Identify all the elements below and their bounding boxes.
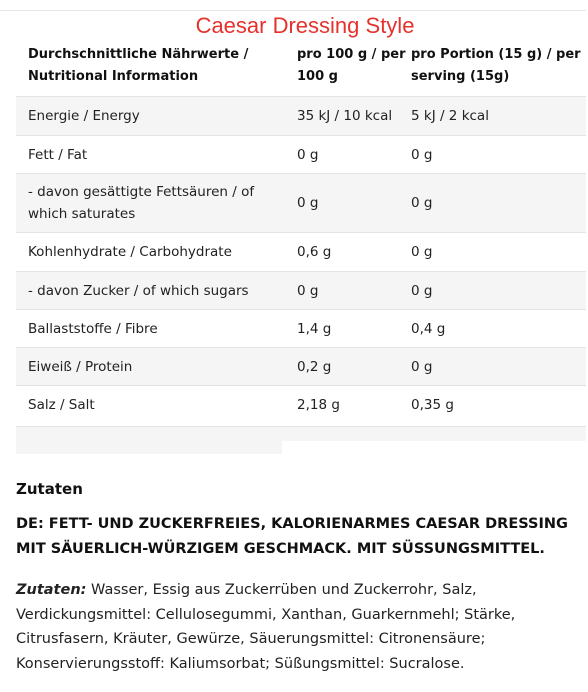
table-row — [16, 96, 586, 135]
row-label: Eiweiß / Protein — [28, 358, 133, 375]
table-empty-row-extension — [16, 440, 282, 454]
table-row — [16, 271, 586, 309]
row-per-100g: 0,6 g — [297, 244, 332, 260]
page-title: Caesar Dressing Style — [195, 13, 415, 38]
row-label: - davon Zucker / of which sugars — [28, 282, 249, 299]
row-per-100g: 35 kJ / 10 kcal — [297, 108, 393, 124]
header-per-100g: pro 100 g / per 100 g — [297, 47, 406, 84]
row-per-100g: 0 g — [297, 195, 319, 211]
table-row — [16, 385, 586, 423]
row-label: Kohlenhydrate / Carbohydrate — [28, 244, 232, 260]
header-per-portion: pro Portion (15 g) / per serving (15g) — [411, 47, 581, 84]
row-per-portion: 0 g — [411, 358, 433, 375]
row-per-100g: 2,18 g — [297, 396, 340, 413]
table-row — [16, 173, 586, 232]
row-label: Fett / Fat — [28, 146, 88, 163]
row-per-100g: 0,2 g — [297, 358, 332, 375]
row-per-portion: 5 kJ / 2 kcal — [411, 108, 489, 124]
table-header-row — [16, 36, 586, 96]
table-empty-row — [16, 426, 586, 441]
row-label: Salz / Salt — [28, 396, 95, 413]
table-row — [16, 309, 586, 347]
row-per-portion: 0 g — [411, 146, 433, 163]
row-per-portion: 0,4 g — [411, 320, 446, 337]
ingredients-label: Zutaten: — [16, 582, 87, 598]
row-per-portion: 0 g — [411, 282, 433, 299]
row-per-100g: 0 g — [297, 146, 319, 163]
ingredients-paragraph — [16, 578, 582, 676]
nutrition-table — [16, 36, 586, 423]
row-label: Energie / Energy — [28, 108, 140, 124]
row-per-portion: 0 g — [411, 195, 433, 211]
product-description: DE: FETT- UND ZUCKERFREIES, KALORIENARMES CAESAR DRESSING MIT SÄUERLICH-WÜRZIGEM GESCHMACK. MIT SÜSSUNGSMITTEL. — [16, 516, 568, 557]
table-row — [16, 135, 586, 173]
top-divider — [0, 10, 586, 11]
ingredients-heading: Zutaten — [16, 480, 83, 498]
table-row — [16, 347, 586, 385]
row-per-100g: 1,4 g — [297, 320, 332, 337]
ingredients-text: Wasser, Essig aus Zuckerrüben und Zuckerrohr, Salz, Verdickungsmittel: Cellulosegummi, Xanthan, Guarkernmehl; Stärke, Citrusfasern, Kräuter, Gewürze, Säuerungsmittel: Citronensäure; Konservierungsstoff: Kaliumsorbat; Süßungsmittel: Sucralose. — [16, 582, 516, 672]
row-per-portion: 0,35 g — [411, 396, 454, 413]
header-nutrition-info: Durchschnittliche Nährwerte / Nutritional Information — [28, 47, 249, 84]
row-per-100g: 0 g — [297, 282, 319, 299]
row-per-portion: 0 g — [411, 244, 433, 260]
table-row — [16, 232, 586, 271]
row-label: - davon gesättigte Fettsäuren / of which saturates — [28, 184, 255, 222]
row-label: Ballaststoffe / Fibre — [28, 320, 158, 337]
